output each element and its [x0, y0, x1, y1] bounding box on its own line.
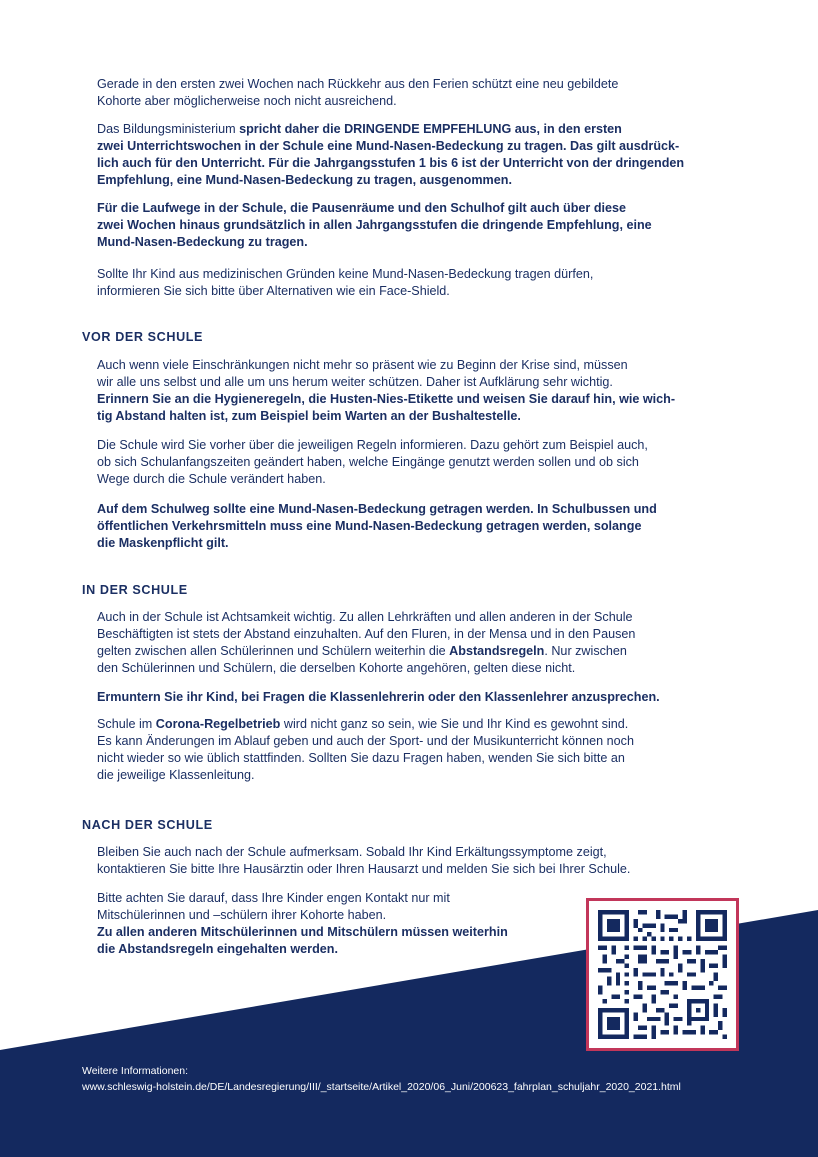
qr-code-icon[interactable] [598, 910, 727, 1039]
nach-paragraph-1: Bleiben Sie auch nach der Schule aufmerksam. Sobald Ihr Kind Erkältungssymptome zeigt, kontaktieren Sie bitte Ihre Hausärztin oder Ihren Hausarzt und melden Sie sich bei Ihrer Schule. [97, 845, 631, 876]
qr-code-frame [586, 898, 739, 1051]
footer-label: Weitere Informationen: [82, 1065, 189, 1077]
nach-paragraph-2: Bitte achten Sie darauf, dass Ihre Kinder engen Kontakt nur mit Mitschülerinnen und –schülern ihrer Kohorte haben. Zu allen anderen Mitschülerinnen und Mitschülern müssen weiterhin die Abstandsregeln eingehalten werden. [97, 891, 508, 956]
section-heading-in: IN DER SCHULE [82, 583, 188, 597]
vor-paragraph-3: Auf dem Schulweg sollte eine Mund-Nasen-Bedeckung getragen werden. In Schulbussen und öffentlichen Verkehrsmitteln muss eine Mund-Nasen-Bedeckung getragen werden, solange die Maskenpflicht gilt. [97, 502, 657, 550]
footer-url-link[interactable]: www.schleswig-holstein.de/DE/Landesregierung/III/_startseite/Artikel_2020/06_Juni/200623_fahrplan_schuljahr_2020_2021.html [82, 1081, 681, 1093]
in-paragraph-3: Schule im Corona-Regelbetrieb wird nicht ganz so sein, wie Sie und Ihr Kind es gewohnt sind. Es kann Änderungen im Ablauf geben und auch der Sport- und der Musikunterricht können noch nicht wieder so wie üblich stattfinden. Sollten Sie dazu Fragen haben, wenden Sie sich bitte an die jeweilige Klassenleitung. [97, 717, 634, 782]
in-paragraph-1: Auch in der Schule ist Achtsamkeit wichtig. Zu allen Lehrkräften und allen anderen in der Schule Beschäftigten ist stets der Abstand einzuhalten. Auf den Fluren, in der Mensa und in den Pausen gelten zwischen allen Schülerinnen und Schülern weiterhin die Abstandsregeln. Nur zwischen den Schülerinnen und Schülern, die derselben Kohorte angehören, gelten diese nicht. [97, 610, 636, 675]
vor-paragraph-1: Auch wenn viele Einschränkungen nicht mehr so präsent wie zu Beginn der Krise sind, müssen wir alle uns selbst und alle um uns herum weiter schützen. Daher ist Aufklärung sehr wichtig. Erinnern Sie an die Hygieneregeln, die Husten-Nies-Etikette und weisen Sie darauf hin, wie wich- tig Abstand halten ist, zum Beispiel beim Warten an der Bushaltestelle. [97, 358, 676, 423]
intro-paragraph-3: Für die Laufwege in der Schule, die Pausenräume und den Schulhof gilt auch über diese zwei Wochen hinaus grundsätzlich in allen Jahrgangsstufen die dringende Empfehlung, eine Mund-Nasen-Bedeckung zu tragen. [97, 201, 652, 249]
section-heading-vor: VOR DER SCHULE [82, 330, 204, 344]
footer [82, 1063, 681, 1095]
in-paragraph-2: Ermuntern Sie ihr Kind, bei Fragen die Klassenlehrerin oder den Klassenlehrer anzusprechen. [97, 690, 660, 704]
vor-paragraph-2: Die Schule wird Sie vorher über die jeweiligen Regeln informieren. Dazu gehört zum Beispiel auch, ob sich Schulanfangszeiten geändert haben, welche Eingänge genutzt werden sollen und ob sich Wege durch die Schule verändert haben. [97, 438, 648, 486]
intro-paragraph-4: Sollte Ihr Kind aus medizinischen Gründen keine Mund-Nasen-Bedeckung tragen dürfen, informieren Sie sich bitte über Alternativen wie ein Face-Shield. [97, 267, 594, 298]
intro-paragraph-2: Das Bildungsministerium spricht daher die DRINGENDE EMPFEHLUNG aus, in den ersten zwei Unterrichtswochen in der Schule eine Mund-Nasen-Bedeckung zu tragen. Das gilt ausdrück- lich auch für den Unterricht. Für die Jahrgangsstufen 1 bis 6 ist der Unterricht von der dringenden Empfehlung, eine Mund-Nasen-Bedeckung zu tragen, ausgenommen. [97, 122, 685, 187]
intro-paragraph-1: Gerade in den ersten zwei Wochen nach Rückkehr aus den Ferien schützt eine neu gebildete Kohorte aber möglicherweise noch nicht ausreichend. [97, 77, 619, 108]
section-heading-nach: NACH DER SCHULE [82, 818, 213, 832]
